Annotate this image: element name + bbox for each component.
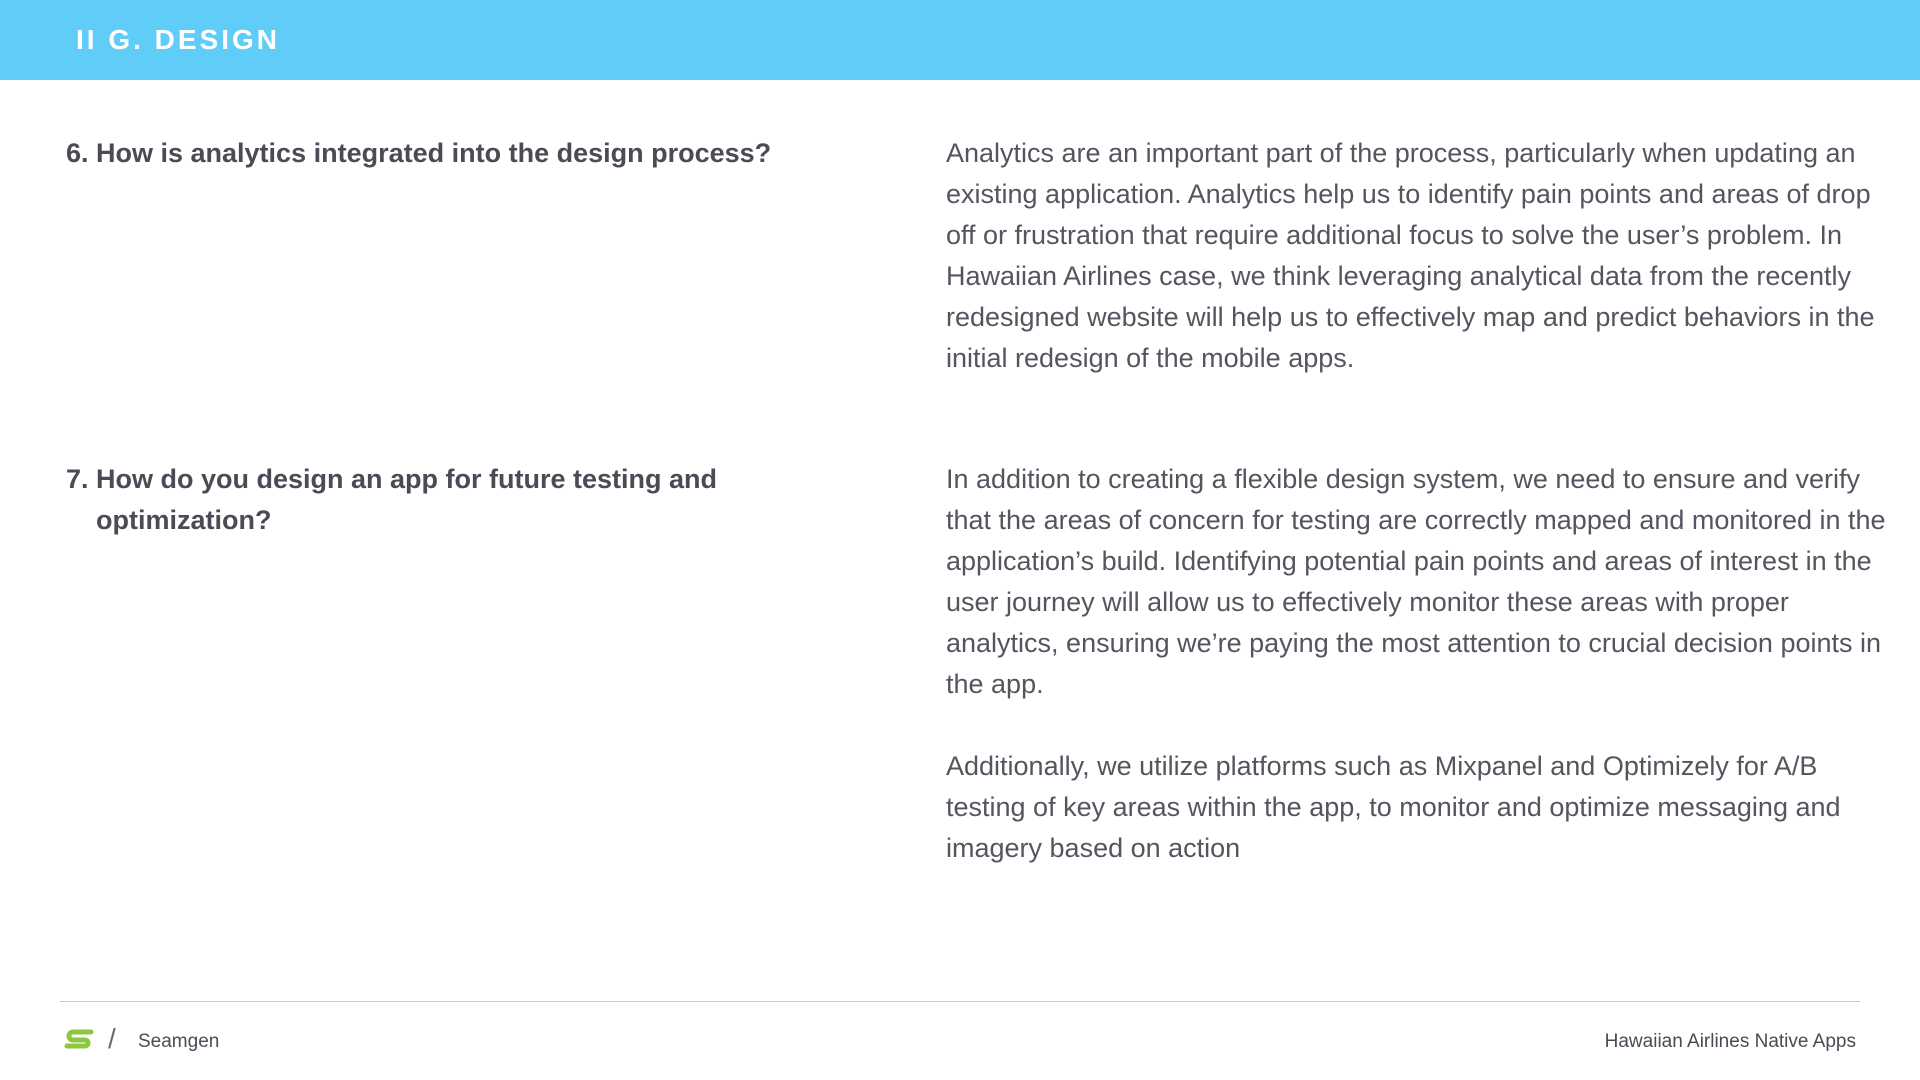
question-text: How is analytics integrated into the design process? bbox=[96, 138, 772, 168]
question-number: 6. bbox=[66, 138, 89, 168]
question-text: How do you design an app for future testing and optimization? bbox=[96, 464, 717, 535]
answer-7 bbox=[946, 459, 1886, 910]
footer-project-name: Hawaiian Airlines Native Apps bbox=[1604, 1031, 1856, 1052]
header-bar bbox=[0, 0, 1920, 80]
footer-brand: Seamgen bbox=[138, 1031, 220, 1052]
question-7 bbox=[66, 459, 896, 541]
footer-separator: / bbox=[108, 1023, 116, 1054]
question-6 bbox=[66, 133, 896, 174]
seamgen-logo-icon bbox=[64, 1028, 94, 1050]
section-title: II G. DESIGN bbox=[76, 24, 281, 55]
answer-paragraph: Additionally, we utilize platforms such as Mixpanel and Optimizely for A/B testing of key areas within the app, to monitor and optimize messaging and imagery based on action bbox=[946, 751, 1841, 863]
footer-divider bbox=[60, 1001, 1860, 1002]
question-number: 7. bbox=[66, 464, 89, 494]
answer-paragraph: In addition to creating a flexible design system, we need to ensure and verify that the areas of concern for testing are correctly mapped and monitored in the application’s build. Identifying potential pain points and areas of interest in the user journey will allow us to effectively monitor these areas with proper analytics, ensuring we’re paying the most attention to crucial decision points in the app. bbox=[946, 464, 1886, 699]
answer-6 bbox=[946, 133, 1886, 420]
answer-paragraph: Analytics are an important part of the process, particularly when updating an existing application. Analytics help us to identify pain points and areas of drop off or frustration that require additional focus to solve the user’s problem. In Hawaiian Airlines case, we think leveraging analytical data from the recently redesigned website will help us to effectively map and predict behaviors in the initial redesign of the mobile apps. bbox=[946, 138, 1875, 373]
